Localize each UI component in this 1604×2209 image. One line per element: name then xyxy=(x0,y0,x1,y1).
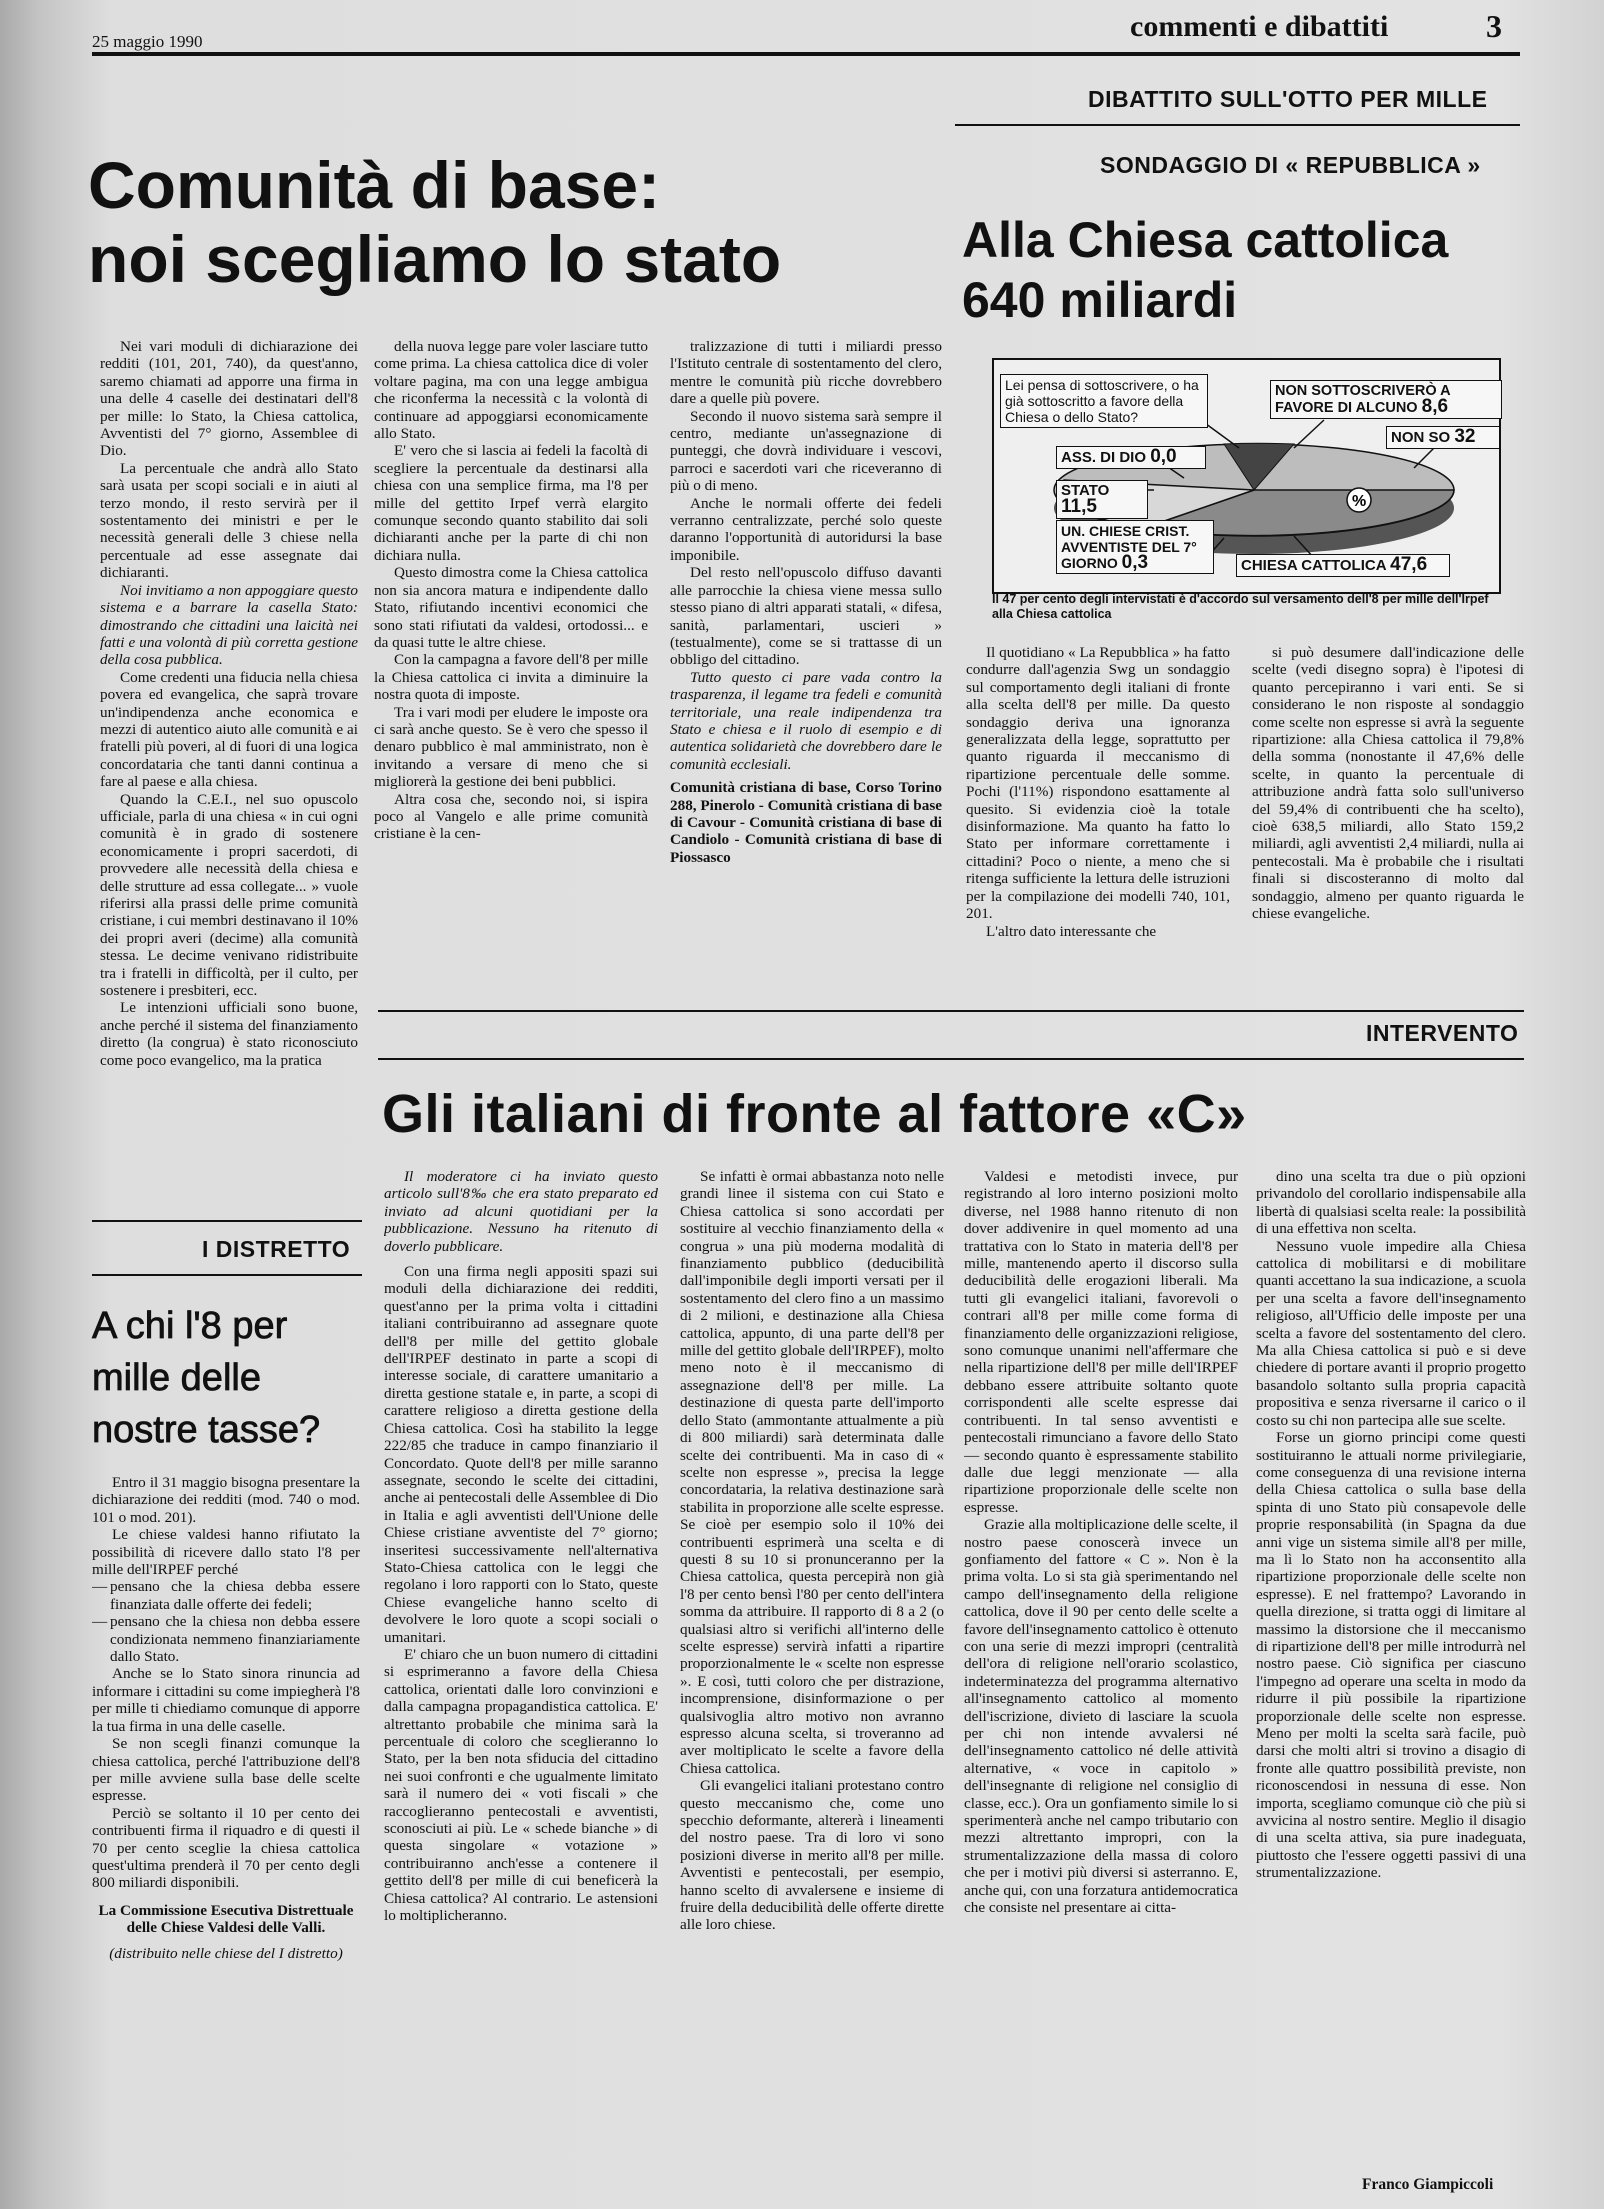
article2-col1 xyxy=(966,644,1230,984)
article4-col4 xyxy=(1256,1168,1526,2172)
article1-col2 xyxy=(374,338,648,988)
paragraph: Del resto nell'opuscolo diffuso davanti alle parrocchie la chiesa viene messa sullo stesso piano di altri apparati statali, « difesa, sanità, parlamentari, uscieri » (testualmente), come se si trattasse di un obbligo del cittadino. xyxy=(670,564,942,669)
paragraph: Le intenzioni ufficiali sono buone, anche perché il sistema del finanziamento diretto (la congrua) è stato riconosciuto come poco evangelico, ma la pratica xyxy=(100,999,358,1069)
paragraph: Nei vari moduli di dichiarazione dei redditi (101, 201, 740), da quest'anno, saremo chiamati ad apporre una firma in una delle 4 caselle dei destinatari dell'8 per mille: lo Stato, la Chiesa cattolica, Avventisti del 7° giorno, Assemblee di Dio. xyxy=(100,338,358,460)
paragraph: Tra i vari modi per eludere le imposte ora ci sarà anche questo. Se è vero che spesso il denaro pubblico è mal amministrato, non è invitando a versare di meno che si migliorerà la gestione dei beni pubblici. xyxy=(374,703,648,791)
paragraph: Con una firma negli appositi spazi sui moduli della dichiarazione dei redditi, quest'anno per la prima volta i cittadini italiani contribuiranno ad assegnare quote dell'8 per mille del gettito globale dell'IRPEF destinato in parte a scopi di interesse sociale, di carattere umanitario a diretta gestione statale e, in parte, a scopi di carattere religioso a diretta gestione della Chiesa cattolica. Così ha stabilito la legge 222/85 che traduce in campo finanziario il Concordato. Quote dell'8 per mille saranno assegnate, secondo le scelte dei cittadini, anche ai pentecostali delle Assemblee di Dio in Italia e agli avventisti dell'Unione delle Chiese cristiane avventiste del 7° giorno; inseritesi successivamente nell'alternativa Stato-Chiesa cattolica con le leggi che regolano i loro rapporti con lo Stato, queste Chiese evangeliche hanno scelto di devolvere le loro quote a scopi sociali o umanitari. xyxy=(384,1263,658,1646)
paragraph: della nuova legge pare voler lasciare tutto come prima. La chiesa cattolica dice di voler voltare pagina, ma con una legge ambigua che riconferma la necessità c la volontà di continuare ad appoggiarsi economicamente allo Stato. xyxy=(374,338,648,443)
article3-kicker: I DISTRETTO xyxy=(202,1236,351,1262)
article2-col2 xyxy=(1252,644,1524,984)
page-number: 3 xyxy=(1486,8,1502,44)
paragraph: La percentuale che andrà allo Stato sarà usata per scopi sociali e in aiuti al terzo mondo, il resto servirà per il sostentamento dei ministri e per le necessità generali delle 3 chiese nella percentuale ad esse assegnate dai dichiaranti. xyxy=(100,459,358,582)
article1-headline-line2: noi scegliamo lo stato xyxy=(88,222,782,296)
percent-symbol: % xyxy=(1352,493,1367,510)
label-stato: STATO 11,5 xyxy=(1056,480,1148,519)
list-item: — pensano che la chiesa non debba essere condizionata nemmeno finanziariamente dallo Stato. xyxy=(110,1613,360,1665)
paragraph: dino una scelta tra due o più opzioni privandolo del corollario indispensabile alla libertà di qualsiasi scelta reale: la possibilità di una effettiva non scelta. xyxy=(1256,1168,1526,1238)
article4-col1 xyxy=(384,1168,658,2208)
graphic-caption: Il 47 per cento degli intervistati è d'accordo sul versamento dell'8 per mille dell'Irpef alla Chiesa cattolica xyxy=(992,592,1489,621)
label-chiesa-cattolica: CHIESA CATTOLICA 47,6 xyxy=(1236,554,1450,577)
article1-col1 xyxy=(100,338,358,1206)
header-rule xyxy=(92,52,1520,56)
section-title: commenti e dibattiti xyxy=(1130,10,1389,43)
survey-question: Lei pensa di sottoscrivere, o ha già sottoscritto a favore della Chiesa o dello Stato? xyxy=(1000,374,1208,428)
paragraph: L'altro dato interessante che xyxy=(986,922,1157,940)
article1-headline xyxy=(88,148,781,296)
article4-signature: Franco Giampiccoli xyxy=(1362,2176,1494,2193)
paragraph: Anche le normali offerte dei fedeli verranno centralizzate, perché solo queste daranno l'opportunità di autoridursi la base imponibile. xyxy=(670,494,942,564)
paragraph: tralizzazione di tutti i miliardi presso l'Istituto centrale di sostentamento del clero, mentre le comunità più ricche dovrebbero dare a quelle più povere. xyxy=(670,338,942,408)
paragraph: Se non scegli finanzi comunque la chiesa cattolica, perché l'attribuzione dell'8 per mille avviene sulla base delle scelte espresse. xyxy=(92,1735,360,1805)
label-non-so: NON SO 32 xyxy=(1386,426,1500,449)
paragraph: Quando la C.E.I., nel suo opuscolo ufficiale, parla di una chiesa « in cui ogni comunità è in grado di sostenere economicamente i propri sacerdoti, di provvedere alle necessità della chiesa e delle strutture ad essa collegate... » vuole riferirsi alla prassi delle prime comunità cristiane, i cui membri destinavano il 10% dei propri averi (decime) alla comunità stessa. Le decime venivano ridistribuite tra i fratelli in difficoltà, per il culto, per sostenere i presbiteri, ecc. xyxy=(100,790,358,1000)
article1-signature: Comunità cristiana di base, Corso Torino 288, Pinerolo - Comunità cristiana di base di Cavour - Comunità cristiana di base di Candiolo - Comunità cristiana di base di Piossasco xyxy=(670,779,942,866)
paragraph: Gli evangelici italiani protestano contro questo meccanismo che, come uno specchio deformante, altererà i lineamenti del nostro paese. Tra di loro vi sono posizioni diverse in merito all'8 per mille. Avventisti e pentecostali, per esempio, hanno scelto di avvalersene e insieme di fruire della deducibilità delle offerte dirette alle loro chiese. xyxy=(680,1777,944,1934)
paragraph: E' chiaro che un buon numero di cittadini si esprimeranno a favore della Chiesa cattolica, orientati dalle loro convinzioni e dalla campagna propagandistica cattolica. E' altrettanto probabile che minima sarà la percentuale di coloro che sceglieranno lo Stato, per la ben nota sfiducia del cittadino nei suoi confronti e che ugualmente limitato sarà il numero dei « voti fiscali » che raccoglieranno pentecostali e avventisti, sconosciuti ai più. Le « schede bianche » di questa singolare « votazione » contribuiranno anch'esse a contenere il gettito dell'8 per mille di cui beneficerà la Chiesa cattolica? Al contrario. Le astensioni lo moltiplicheranno. xyxy=(384,1645,658,1925)
paragraph: Grazie alla moltiplicazione delle scelte, il nostro paese conoscerà invece un gonfiamento del fattore « C ». Non è la prima volta. Lo si sta già sperimentando nel campo dell'insegnamento della religione cattolica, dove il 90 per cento delle scelte a favore dell'insegnamento cattolico è ottenuto con una serie di mezzi impropri (centralità dell'ora di religione nell'orario scolastico, indeterminatezza del programma alternativo all'insegnamento cattolico al momento dell'iscrizione, divieto di lasciare la scuola per chi non intende avvalersi né dell'insegnamento cattolico né delle attività alternative, « voce in capitolo » dell'insegnante di religione nel consiglio di classe, ecc.). Ora un gonfiamento simile lo si sperimenterà anche nel campo tributario con mezzi altrettanto impropri, con la strumentalizzazione della massa di coloro che per i motivi più diversi si asterranno. E, anche qui, con una forzatura antidemocratica che consiste nel presentare ai citta- xyxy=(964,1516,1238,1917)
article2-headline xyxy=(962,210,1448,330)
paragraph: Il quotidiano « La Repubblica » ha fatto condurre dall'agenzia Swg un sondaggio sul comportamento degli italiani di fronte alla scelta dell'8 per mille. Da questo sondaggio deriva una ignoranza generalizzata della legge, soprattutto per quanto riguarda il meccanismo di ripartizione percentuale delle somme. Pochi (l'11%) rispondono esattamente al quesito. Si evidenzia cioè la totale disinformazione. Ma quanto ha fatto lo Stato per informare correttamente i cittadini? Poco o niente, a meno che si ritenga sufficiente la lettura delle istruzioni per la compilazione dei modelli 740, 101, 201. xyxy=(966,644,1230,923)
article3-top-rule xyxy=(92,1220,362,1222)
paragraph: Se infatti è ormai abbastanza noto nelle grandi linee il sistema con cui Stato e Chiesa cattolica si sono accordati per sostituire al vecchio finanziamento della « congrua » una più moderna modalità di finanziamento pubblico (deducibilità dall'imponibile degli importi versati per il sostentamento del clero fino a un massimo di 2 milioni, e destinazione alla Chiesa cattolica, appunto, di una parte dell'8 per mille del gettito globale dell'IRPEF), molto meno noto è il meccanismo di assegnazione dell'8 per mille. La destinazione di questa parte dell'importo dello Stato (ammontante attualmente a più di 800 miliardi) sarà determinata dalle scelte dei contribuenti. Ma in caso di « scelte non espresse », precisa la legge concordataria, la relativa destinazione sarà stabilita in proporzione alle scelte espresse. Se cioè per esempio solo il 10% dei contribuenti esprimerà una scelta e di questi 8 su 10 si pronunceranno per la Chiesa cattolica, questa percepirà non già l'8 per cento bensì l'80 per cento dell'intera somma da attribuire. Il rapporto di 8 a 2 (o qualsiasi altro si verifichi all'interno delle scelte espresse) servirà infatti a ripartire proporzionalmente le « scelte non espresse ». E così, tutti coloro che per distrazione, incomprensione, disinformazione o per qualsivoglia altro motivo non avranno espresso alcuna scelta, si troveranno ad aver moltiplicato le scelte a favore della Chiesa cattolica. xyxy=(680,1168,944,1777)
paragraph: Perciò se soltanto il 10 per cento dei contribuenti firma il riquadro e di questi il 70 per cento sceglie la chiesa cattolica quest'ultima prenderà il 70 per cento degli 800 miliardi disponibili. xyxy=(92,1804,360,1892)
article3-note: (distribuito nelle chiese del I distretto) xyxy=(109,1944,343,1962)
paragraph: Questo dimostra come la Chiesa cattolica non sia ancora matura e indipendente dallo Stato, rifiutando incentivi economici che sono stati rifiutati da valdesi, ortodossi... e da quasi tutte le altre chiese. xyxy=(374,564,648,651)
paragraph: Nessuno vuole impedire alla Chiesa cattolica di mobilitarsi e di mobilitare quanti accettano la sua indicazione, a scuola per una scelta a favore dell'insegnamento religioso, all'Ufficio delle imposte per una scelta a favore del sostentamento del clero. Ma alla Chiesa cattolica si può e si deve chiedere di portare avanti il proprio progetto basandolo soltanto sulla propria capacità propositiva e senza riversarne il carico o il costo su chi non partecipa alle sue scelte. xyxy=(1256,1237,1526,1429)
paragraph: Come credenti una fiducia nella chiesa povera ed evangelica, che saprà trovare un'indipendenza anche economica e mezzi di autentico aiuto alle comunità e ai fratelli più poveri, al di fuori di una logica concordataria che tanti danni continua a fare al paese e alla chiesa. xyxy=(100,668,358,791)
article4-headline: Gli italiani di fronte al fattore «C» xyxy=(382,1084,1247,1144)
paragraph: Secondo il nuovo sistema sarà sempre il centro, mediante un'assegnazione di punteggi, che dovrà individuare i vescovi, parroci e sacerdoti vari che riceveranno di più o di meno. xyxy=(670,407,942,495)
paragraph: Forse un giorno principi come questi sostituiranno le attuali norme privilegiarie, come conseguenza di una revisione interna della Chiesa cattolica o sulla base della spinta di uno Stato più consapevole delle proprie responsabilità (in Spagna da due anni vige un sistema simile all'8 per mille, ma lì lo Stato non ha acconsentito alla ripartizione proporzionale delle scelte non espresse). E nel frattempo? Lavorando in quella direzione, si tratta oggi di limitare al massimo la distorsione che il meccanismo di ripartizione dell'8 per mille introdurrà nel nostro paese. Ciò significa per ciascuno l'impegno ad operare una scelta in modo da ridurre il più possibile la ripartizione proporzionale delle scelte non espresse. Meno per molti la scelta sarà facile, può darsi che molti altri si trovino a disagio di fronte alle quattro possibilità previste, non riconoscendosi in nessuna di esse. Non importa, scegliamo comunque ciò che più si avvicina al nostro sentire. Meglio il disagio di una scelta attiva, sia pure inadeguata, piuttosto che l'essere oggetti passivi di una strumentalizzazione. xyxy=(1256,1429,1526,1882)
article1-col3 xyxy=(670,338,942,992)
article4-kicker: INTERVENTO xyxy=(1366,1020,1519,1046)
section-rule xyxy=(378,1010,1524,1012)
paragraph: Noi invitiamo a non appoggiare questo sistema e a barrare la casella Stato: dimostrando che cittadini una laicità nei fatti e una volontà di più corretta gestione della cosa pubblica. xyxy=(100,581,358,669)
label-ass-dio: ASS. DI DIO 0,0 xyxy=(1056,446,1206,469)
article3-headline-line1: A chi l'8 per xyxy=(92,1305,288,1347)
article3-kicker-rule xyxy=(92,1274,362,1276)
article4-kicker-rule xyxy=(378,1058,1524,1060)
article3-body xyxy=(92,1474,360,2204)
issue-date: 25 maggio 1990 xyxy=(92,32,203,51)
paragraph: Valdesi e metodisti invece, pur registrando al loro interno posizioni molto diverse, nel 1988 hanno ritenuto di non dover addivenire in quel momento ad una trattativa con lo Stato in materia dell'8 per mille, mantenendo aperto il discorso sulla deducibilità delle erogazioni liberali. Ma tutti gli evangelici italiani, favorevoli o contrari all'8 per mille come forma di finanziamento delle organizzazioni religiose, sono comunque unanimi nell'affermare che nella ripartizione dell'8 per mille dell'IRPEF debbano essere attribuite soltanto quote corrispondenti alle scelte espresse dai contribuenti. In tal senso avventisti e pentecostali rimunciano a favore dello Stato — secondo quanto è espressamente stabilito dalle due leggi menzionate — alla ripartizione proporzionale delle scelte non espresse. xyxy=(964,1168,1238,1516)
article1-headline-line1: Comunità di base: xyxy=(88,148,661,222)
paragraph: Tutto questo ci pare vada contro la trasparenza, il legame tra fedeli e comunità territoriale, una reale indipendenza tra Stato e chiesa e il ruolo di esempio e di autentica solidarietà che dovrebbero dare le comunità ecclesiali. xyxy=(670,668,942,773)
editor-note: Il moderatore ci ha inviato questo articolo sull'8‰ che era stato preparato ed inviato ad alcuni quotidiani per la pubblicazione. Nessuno ha ritenuto di doverlo pubblicare. xyxy=(384,1168,658,1255)
article4-col2 xyxy=(680,1168,944,2208)
article2-kicker: SONDAGGIO DI « REPUBBLICA » xyxy=(1100,152,1481,178)
article4-col3 xyxy=(964,1168,1238,2208)
paragraph: Altra cosa che, secondo noi, si ispira poco al Vangelo e alle prime comunità cristiane è la cen- xyxy=(374,790,648,843)
paragraph: Entro il 31 maggio bisogna presentare la dichiarazione dei redditi (mod. 740 o mod. 101 o mod. 201). xyxy=(92,1474,360,1526)
paragraph: Le chiese valdesi hanno rifiutato la possibilità di ricevere dallo stato l'8 per mille dell'IRPEF perché xyxy=(92,1526,360,1579)
paragraph: Con la campagna a favore dell'8 per mille la Chiesa cattolica ci invita a diminuire la nostra quota di imposte. xyxy=(374,651,648,704)
article2-headline-line2: 640 miliardi xyxy=(962,272,1238,328)
kicker-rule xyxy=(955,124,1520,126)
paragraph: si può desumere dall'indicazione delle scelte (vedi disegno sopra) è l'ipotesi di quanto percepiranno i vari enti. Se si considerano le non risposte al sondaggio come scelte non espresse si avrà la seguente ripartizione: alla Chiesa cattolica il 79,8% della somma (nonostante il 47,6% delle scelte, in quanto la percentuale di attribuzione andrà fatta solo sull'universo del 59,4% di contribuenti che ha scelto), cioè 638,5 miliardi, allo Stato 159,2 miliardi, agli avventisti 2,4 miliardi, nulla ai pentecostali. Ma è probabile che i risultati finali si discosteranno di molto dal sondaggio, almeno per quanto riguarda le chiese evangeliche. xyxy=(1252,644,1524,923)
article2-headline-line1: Alla Chiesa cattolica xyxy=(962,212,1449,268)
survey-pie-graphic xyxy=(992,358,1501,594)
label-non-sottoscrivero: NON SOTTOSCRIVERÒ A FAVORE DI ALCUNO 8,6 xyxy=(1270,380,1502,419)
article3-signature: La Commissione Esecutiva Distrettuale delle Chiese Valdesi delle Valli. xyxy=(98,1901,354,1937)
article3-headline xyxy=(92,1300,320,1456)
article3-headline-line3: nostre tasse? xyxy=(92,1409,321,1451)
paragraph: E' vero che si lascia ai fedeli la facoltà di scegliere la percentuale da destinarsi alla chiesa con una semplice firma, ma l'8 per mille del gettito Irpef verrà elargito comunque secondo quanto stabilito dai soli dichiaranti anche per la parte di chi non dichiara nulla. xyxy=(374,442,648,564)
list-item: — pensano che la chiesa debba essere finanziata dalle offerte dei fedeli; xyxy=(110,1578,360,1613)
paragraph: Anche se lo Stato sinora rinuncia ad informare i cittadini su come impiegherà l'8 per mille ti chiediamo comunque di apporre la tua firma in una delle caselle. xyxy=(92,1665,360,1735)
label-un-chiese: UN. CHIESE CRIST. AVVENTISTE DEL 7° GIORNO 0,3 xyxy=(1056,520,1214,574)
debate-kicker: DIBATTITO SULL'OTTO PER MILLE xyxy=(1088,86,1488,112)
article3-bullets xyxy=(92,1578,360,1665)
article3-headline-line2: mille delle xyxy=(92,1357,261,1399)
